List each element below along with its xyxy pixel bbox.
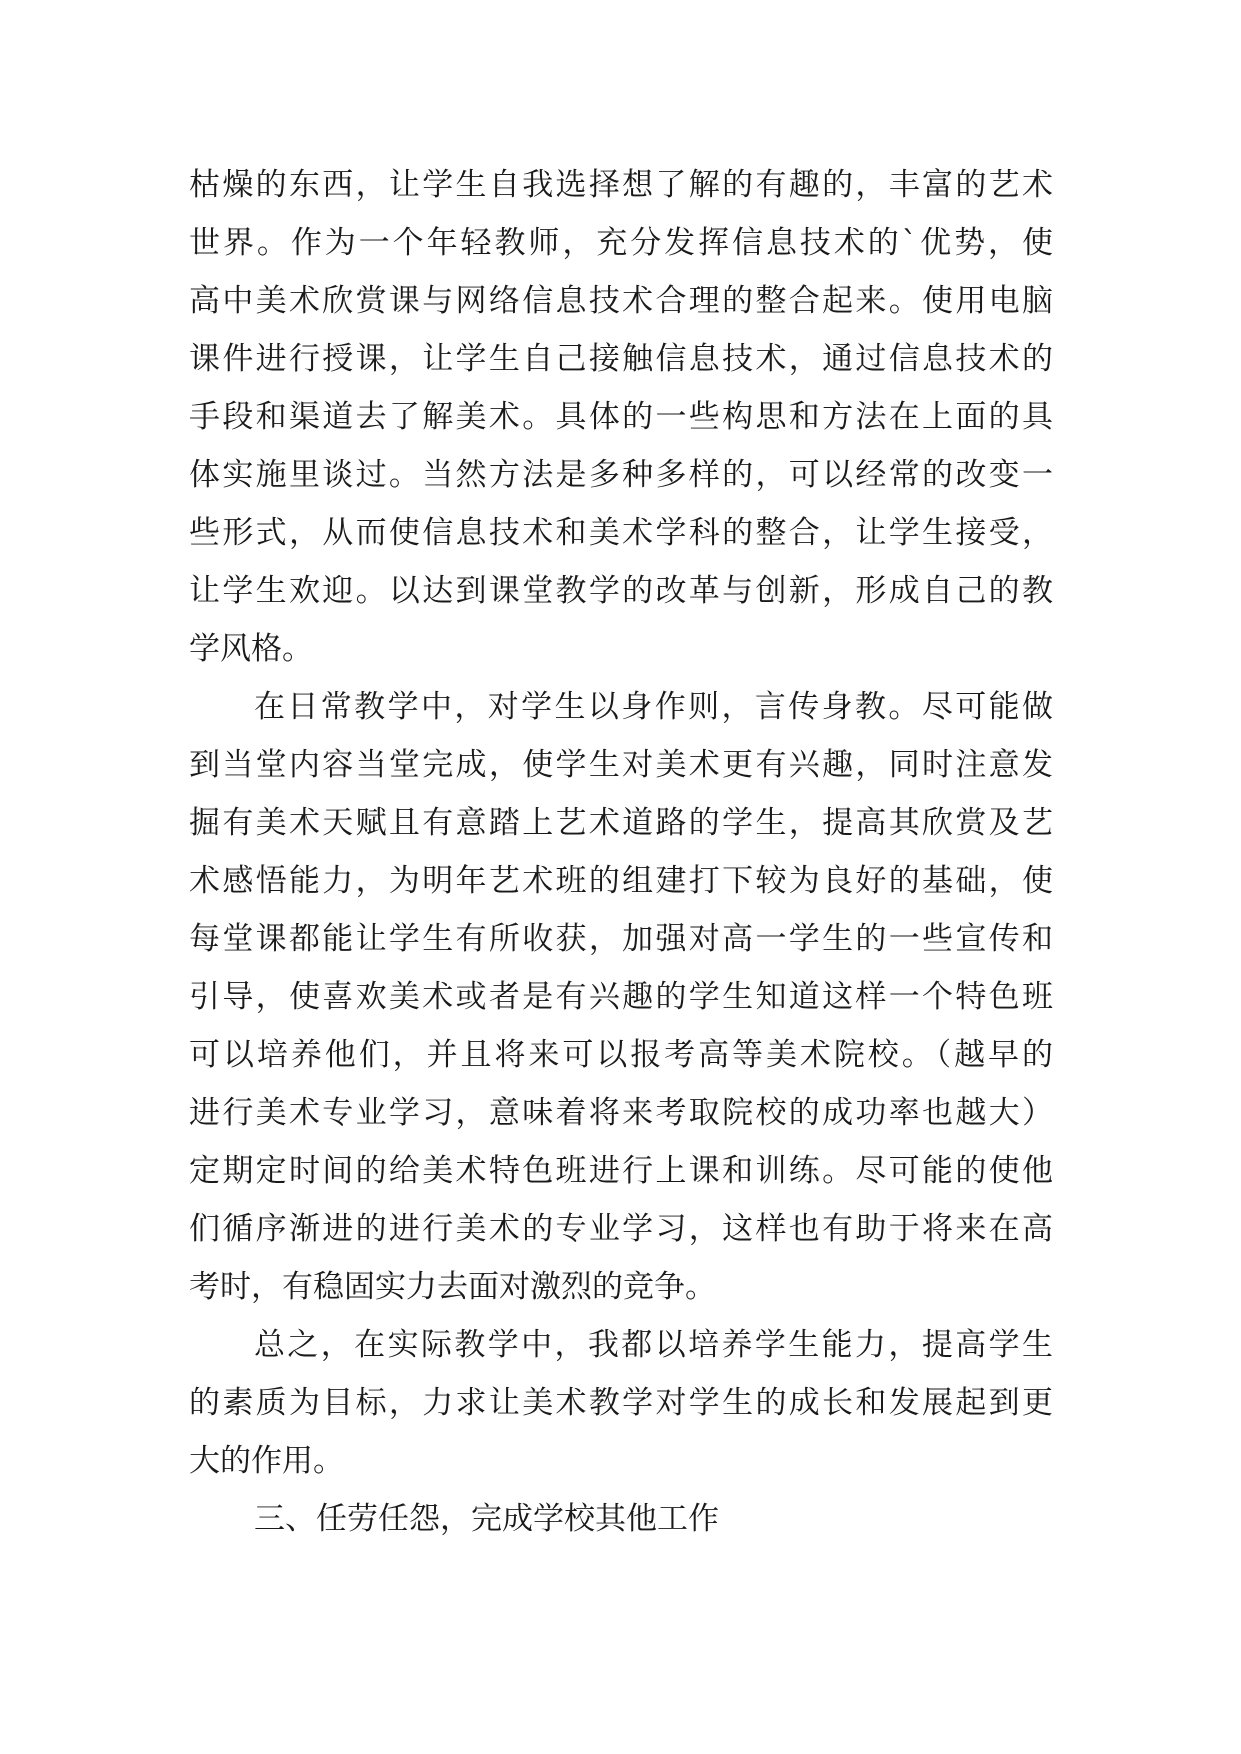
text-line: 手段和渠道去了解美术。具体的一些构思和方法在上面的具 xyxy=(189,399,1053,435)
text-line: 学风格。 xyxy=(189,631,313,667)
text-line: 大的作用。 xyxy=(189,1443,344,1479)
text-line: 些形式，从而使信息技术和美术学科的整合，让学生接受， xyxy=(189,515,1053,551)
paragraph-start-line: 在日常教学中，对学生以身作则，言传身教。尽可能做 xyxy=(254,689,1053,725)
section-heading: 三、任劳任怨，完成学校其他工作 xyxy=(254,1501,719,1537)
text-line: 的素质为目标，力求让美术教学对学生的成长和发展起到更 xyxy=(189,1385,1053,1421)
text-line: 们循序渐进的进行美术的专业学习，这样也有助于将来在高 xyxy=(189,1211,1053,1247)
text-line: 可以培养他们，并且将来可以报考高等美术院校。（越早的 xyxy=(189,1037,1053,1073)
text-line: 每堂课都能让学生有所收获，加强对高一学生的一些宣传和 xyxy=(189,921,1053,957)
text-line: 课件进行授课，让学生自己接触信息技术，通过信息技术的 xyxy=(189,341,1053,377)
text-line: 让学生欢迎。以达到课堂教学的改革与创新，形成自己的教 xyxy=(189,573,1053,609)
text-line: 体实施里谈过。当然方法是多种多样的，可以经常的改变一 xyxy=(189,457,1053,493)
text-line: 掘有美术天赋且有意踏上艺术道路的学生，提高其欣赏及艺 xyxy=(189,805,1053,841)
text-line: 枯燥的东西，让学生自我选择想了解的有趣的，丰富的艺术 xyxy=(189,167,1053,203)
text-line: 进行美术专业学习，意味着将来考取院校的成功率也越大） xyxy=(189,1095,1053,1131)
text-line: 世界。作为一个年轻教师，充分发挥信息技术的`优势，使 xyxy=(189,225,1053,261)
text-line: 考时，有稳固实力去面对激烈的竞争。 xyxy=(189,1269,716,1305)
text-line: 高中美术欣赏课与网络信息技术合理的整合起来。使用电脑 xyxy=(189,283,1053,319)
text-line: 引导，使喜欢美术或者是有兴趣的学生知道这样一个特色班 xyxy=(189,979,1053,1015)
text-line: 术感悟能力，为明年艺术班的组建打下较为良好的基础，使 xyxy=(189,863,1053,899)
text-line: 定期定时间的给美术特色班进行上课和训练。尽可能的使他 xyxy=(189,1153,1053,1189)
text-line: 到当堂内容当堂完成，使学生对美术更有兴趣，同时注意发 xyxy=(189,747,1053,783)
paragraph-start-line: 总之，在实际教学中，我都以培养学生能力，提高学生 xyxy=(254,1327,1053,1363)
